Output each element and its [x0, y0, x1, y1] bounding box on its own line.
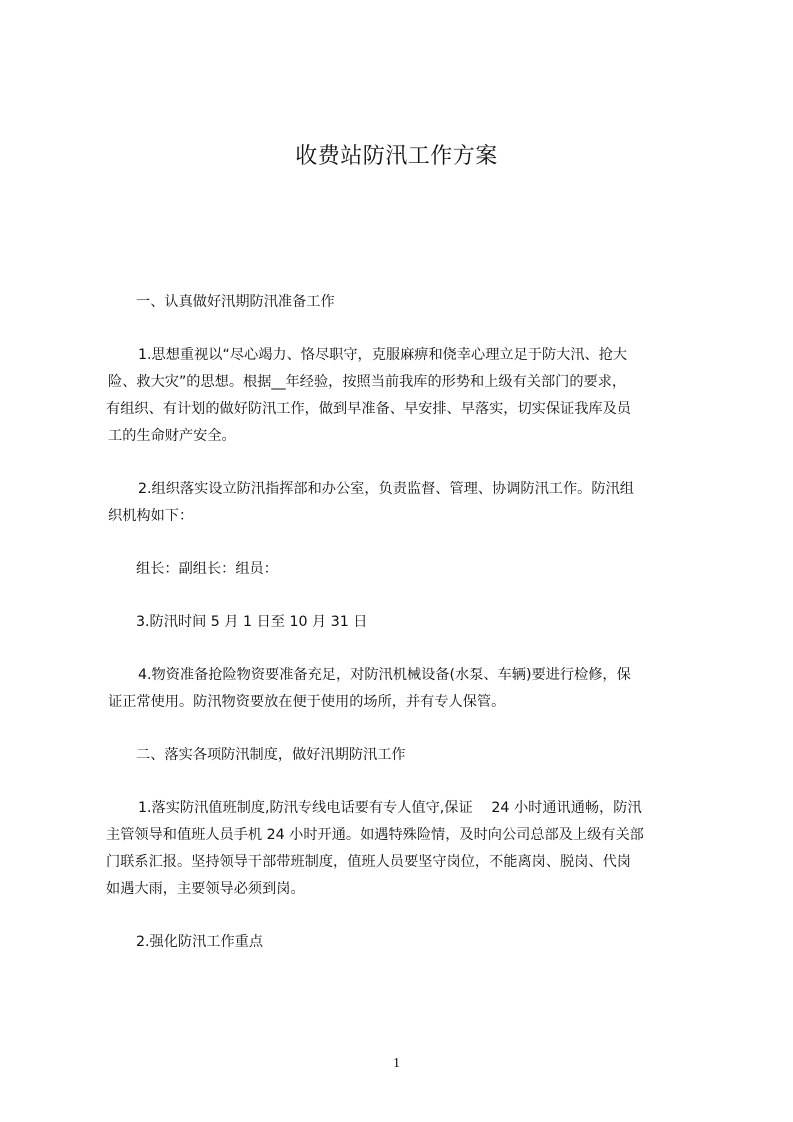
s1-item1-line1: 1.思想重视以“尽心竭力、恪尽职守，克服麻痹和侥幸心理立足于防大汛、抢大 [138, 347, 628, 363]
s1-item1-line4: 工的生命财产安全。 [108, 428, 236, 444]
page-number: 1 [393, 1056, 400, 1071]
s1-item2-line1: 2.组织落实设立防汛指挥部和办公室，负责监督、管理、协调防汛工作。防汛组 [138, 481, 634, 497]
s1-item4-line2: 证正常使用。防汛物资要放在便于使用的场所，并有专人保管。 [108, 694, 506, 710]
s1-item3: 3.防汛时间 5 月 1 日至 10 月 31 日 [136, 614, 368, 630]
s2-item1-line1: 1.落实防汛值班制度,防汛专线电话要有专人值守,保证 24 小时通讯通畅，防汛 [138, 800, 642, 816]
s2-item1-line4: 如遇大雨，主要领导必须到岗。 [106, 881, 305, 897]
document-title: 收费站防汛工作方案 [295, 144, 498, 169]
s1-item1-line3: 有组织、有计划的做好防汛工作，做到早准备、早安排、早落实，切实保证我库及员 [106, 401, 631, 417]
s1-item1-line2: 险、救大灾”的思想。根据__年经验，按照当前我库的形势和上级有关部门的要求， [108, 374, 627, 390]
section-2-heading: 二、落实各项防汛制度，做好汛期防汛工作 [136, 747, 406, 763]
section-1-heading: 一、认真做好汛期防汛准备工作 [136, 294, 335, 310]
s1-item4-line1: 4.物资准备抢险物资要准备充足，对防汛机械设备(水泵、车辆)要进行检修，保 [138, 667, 631, 683]
s2-item1-line3: 门联系汇报。坚持领导干部带班制度，值班人员要坚守岗位，不能离岗、脱岗、代岗 [106, 854, 631, 870]
s1-roles: 组长：副组长：组员： [136, 561, 278, 577]
s2-item1-line2: 主管领导和值班人员手机 24 小时开通。如遇特殊险情，及时向公司总部及上级有关部 [106, 827, 644, 843]
s1-item2-line2: 织机构如下： [108, 508, 194, 524]
s2-item2: 2.强化防汛工作重点 [136, 934, 264, 950]
